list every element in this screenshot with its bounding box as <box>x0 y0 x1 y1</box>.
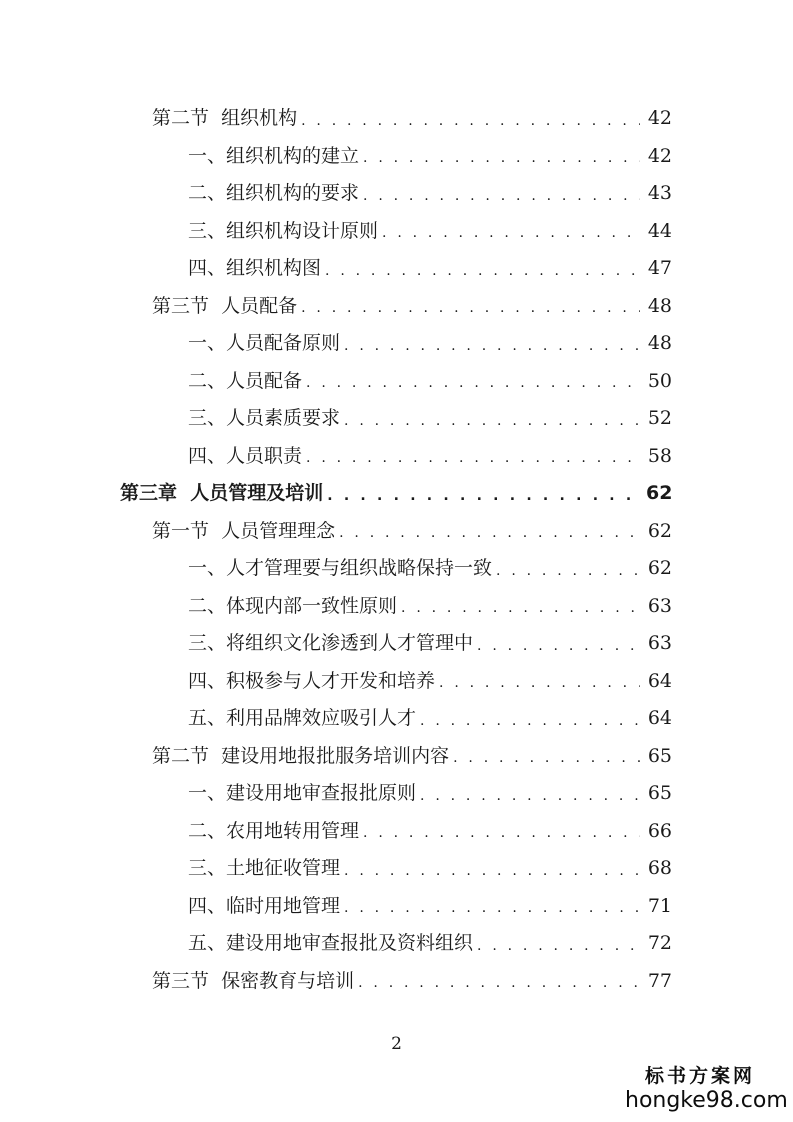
toc-entry-page: 48 <box>647 294 672 317</box>
toc-entry-item[interactable] <box>0 813 793 851</box>
toc-entry-item[interactable] <box>0 888 793 926</box>
toc-entry-item[interactable] <box>0 700 793 738</box>
dot-leader <box>344 901 640 915</box>
toc-entry-label: 四、组织机构图 <box>188 257 322 280</box>
toc-entry-item[interactable] <box>0 663 793 701</box>
dot-leader <box>344 339 640 353</box>
dot-leader <box>453 751 640 765</box>
toc-entry-page: 63 <box>647 632 672 655</box>
toc-entry-label: 第二节 组织机构 <box>152 107 298 130</box>
toc-entry-page: 43 <box>647 182 672 205</box>
toc-entry-page: 66 <box>647 819 672 842</box>
toc-entry-page: 65 <box>647 782 672 805</box>
toc-entry-page: 58 <box>647 444 672 467</box>
dot-leader <box>363 151 640 165</box>
toc-entry-page: 50 <box>647 369 672 392</box>
toc-entry-label: 五、利用品牌效应吸引人才 <box>188 707 417 730</box>
dot-leader <box>363 189 640 203</box>
toc-entry-item[interactable] <box>0 625 793 663</box>
dot-leader <box>382 226 640 240</box>
toc-entry-label: 第三节 人员配备 <box>152 294 298 317</box>
watermark-url: hongke98.com <box>625 1088 788 1113</box>
toc-entry-page: 62 <box>647 557 672 580</box>
toc-entry-label: 一、组织机构的建立 <box>188 144 360 167</box>
toc-entry-section[interactable] <box>0 963 793 1001</box>
toc-entry-item[interactable] <box>0 438 793 476</box>
toc-entry-label: 三、将组织文化渗透到人才管理中 <box>188 632 474 655</box>
dot-leader <box>439 676 640 690</box>
toc-entry-item[interactable] <box>0 550 793 588</box>
dot-leader <box>477 939 640 953</box>
toc-entry-page: 65 <box>647 744 672 767</box>
dot-leader <box>301 114 640 128</box>
toc-entry-page: 64 <box>647 669 672 692</box>
toc-entry-item[interactable] <box>0 325 793 363</box>
toc-entry-page: 62 <box>646 482 673 505</box>
toc-entry-item[interactable] <box>0 850 793 888</box>
dot-leader <box>401 601 640 615</box>
toc-entry-label: 三、组织机构设计原则 <box>188 219 379 242</box>
toc-entry-label: 一、人才管理要与组织战略保持一致 <box>188 557 493 580</box>
toc-entry-label: 四、临时用地管理 <box>188 894 341 917</box>
watermark-title: 标书方案网 <box>644 1065 755 1087</box>
toc-entry-label: 二、农用地转用管理 <box>188 819 360 842</box>
dot-leader <box>363 826 640 840</box>
toc-entry-page: 42 <box>647 107 672 130</box>
dot-leader <box>306 451 640 465</box>
dot-leader <box>325 264 640 278</box>
toc-entry-page: 44 <box>647 219 672 242</box>
toc-entry-item[interactable] <box>0 775 793 813</box>
toc-entry-page: 48 <box>647 332 672 355</box>
dot-leader <box>420 714 640 728</box>
toc-entry-label: 二、体现内部一致性原则 <box>188 594 398 617</box>
toc-entry-page: 52 <box>647 407 672 430</box>
toc-entry-label: 五、建设用地审查报批及资料组织 <box>188 932 474 955</box>
toc-entry-label: 第三章 人员管理及培训 <box>120 482 324 505</box>
toc-entry-page: 71 <box>647 894 672 917</box>
toc-entry-item[interactable] <box>0 250 793 288</box>
toc-entry-label: 一、建设用地审查报批原则 <box>188 782 417 805</box>
toc-entry-page: 68 <box>647 857 672 880</box>
toc-entry-page: 63 <box>647 594 672 617</box>
dot-leader <box>301 301 640 315</box>
toc-entry-item[interactable] <box>0 588 793 626</box>
toc-entry-page: 72 <box>647 932 672 955</box>
toc-entry-label: 三、土地征收管理 <box>188 857 341 880</box>
watermark-logo <box>625 1061 788 1113</box>
toc-entry-label: 第一节 人员管理理念 <box>152 519 336 542</box>
toc-entry-label: 一、人员配备原则 <box>188 332 341 355</box>
dot-leader <box>327 489 640 503</box>
toc-entry-item[interactable] <box>0 138 793 176</box>
toc-entry-label: 第二节 建设用地报批服务培训内容 <box>152 744 450 767</box>
toc-entry-section[interactable] <box>0 100 793 138</box>
toc-entry-item[interactable] <box>0 175 793 213</box>
toc-entry-label: 二、组织机构的要求 <box>188 182 360 205</box>
toc-entry-section[interactable] <box>0 513 793 551</box>
toc-entry-item[interactable] <box>0 925 793 963</box>
dot-leader <box>306 376 640 390</box>
table-of-contents <box>0 100 793 1000</box>
toc-entry-item[interactable] <box>0 213 793 251</box>
toc-entry-label: 第三节 保密教育与培训 <box>152 969 355 992</box>
dot-leader <box>477 639 640 653</box>
toc-entry-label: 四、人员职责 <box>188 444 303 467</box>
dot-leader <box>344 864 640 878</box>
toc-entry-section[interactable] <box>0 738 793 776</box>
dot-leader <box>420 789 640 803</box>
dot-leader <box>496 564 640 578</box>
toc-entry-label: 四、积极参与人才开发和培养 <box>188 669 436 692</box>
page-number: 2 <box>391 1034 402 1054</box>
toc-entry-page: 62 <box>647 519 672 542</box>
toc-entry-label: 三、人员素质要求 <box>188 407 341 430</box>
toc-entry-item[interactable] <box>0 363 793 401</box>
toc-entry-chapter[interactable] <box>0 475 793 513</box>
toc-entry-label: 二、人员配备 <box>188 369 303 392</box>
dot-leader <box>344 414 640 428</box>
dot-leader <box>358 976 640 990</box>
toc-entry-page: 42 <box>647 144 672 167</box>
toc-entry-page: 64 <box>647 707 672 730</box>
toc-entry-item[interactable] <box>0 400 793 438</box>
dot-leader <box>339 526 640 540</box>
toc-entry-section[interactable] <box>0 288 793 326</box>
toc-entry-page: 47 <box>647 257 672 280</box>
toc-entry-page: 77 <box>647 969 672 992</box>
